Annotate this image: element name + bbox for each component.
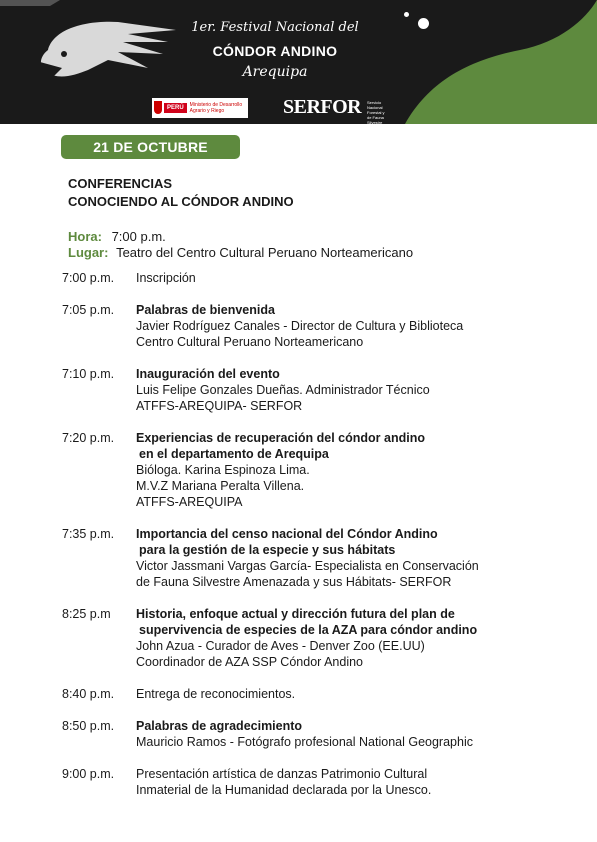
decor-dot	[418, 18, 429, 29]
schedule-detail: John Azua - Curador de Aves - Denver Zoo (EE.UU)	[136, 639, 425, 653]
shield-icon	[154, 101, 162, 114]
decor-dot	[404, 12, 409, 17]
schedule-time: 9:00 p.m.	[62, 767, 115, 781]
schedule-detail: Victor Jassmani Vargas García- Especialista en Conservación	[136, 559, 479, 573]
section-heading: CONFERENCIAS	[68, 176, 173, 191]
schedule-body	[136, 718, 556, 750]
schedule-detail: ATFFS-AREQUIPA	[136, 495, 243, 509]
schedule-detail: Inmaterial de la Humanidad declarada por la Unesco.	[136, 783, 432, 797]
serfor-subtitle: Servicio Nacional Forestal y de Fauna Silvestre	[367, 100, 385, 124]
schedule-title: en el departamento de Arequipa	[139, 447, 329, 461]
festival-title: CÓNDOR ANDINO	[212, 43, 338, 59]
schedule-detail: Coordinador de AZA SSP Cóndor Andino	[136, 655, 364, 669]
schedule-detail: Luis Felipe Gonzales Dueñas. Administrador Técnico	[136, 383, 430, 397]
venue-info	[68, 245, 413, 260]
section-subheading: CONOCIENDO AL CÓNDOR ANDINO	[68, 194, 294, 209]
schedule-detail: Entrega de reconocimientos.	[136, 687, 296, 701]
festival-subtitle: 1er. Festival Nacional del	[191, 20, 359, 35]
schedule-body	[136, 302, 556, 350]
schedule-title: Palabras de agradecimiento	[136, 719, 303, 733]
schedule-time: 8:40 p.m.	[62, 687, 115, 701]
schedule-title: Historia, enfoque actual y dirección futura del plan de	[136, 607, 455, 621]
schedule-detail: ATFFS-AREQUIPA- SERFOR	[136, 399, 303, 413]
schedule-body	[136, 526, 556, 590]
schedule-title: Importancia del censo nacional del Cóndor Andino	[136, 527, 438, 541]
schedule-detail: Javier Rodríguez Canales - Director de Cultura y Biblioteca	[136, 319, 464, 333]
hora-label: Hora:	[68, 229, 102, 244]
festival-city: Arequipa	[242, 64, 308, 80]
ministry-name: Ministerio de Desarrollo Agrario y Riego	[189, 102, 243, 114]
serfor-logo: SERFOR	[283, 96, 362, 118]
schedule-title: Experiencias de recuperación del cóndor andino	[136, 431, 425, 445]
schedule-body	[136, 686, 556, 702]
schedule-detail: Inscripción	[136, 271, 196, 285]
schedule-body	[136, 430, 556, 510]
schedule-body	[136, 606, 556, 670]
schedule-time: 7:20 p.m.	[62, 431, 115, 445]
schedule-body	[136, 270, 556, 286]
lugar-value: Teatro del Centro Cultural Peruano Norteamericano	[116, 245, 414, 260]
schedule-detail: de Fauna Silvestre Amenazada y sus Hábitats- SERFOR	[136, 575, 452, 589]
ministry-logo	[152, 98, 248, 118]
header-banner	[0, 0, 597, 124]
date-badge: 21 DE OCTUBRE	[61, 135, 240, 159]
schedule-detail: Mauricio Ramos - Fotógrafo profesional National Geographic	[136, 735, 473, 749]
schedule-body	[136, 366, 556, 414]
schedule-title: supervivencia de especies de la AZA para cóndor andino	[139, 623, 478, 637]
hora-value: 7:00 p.m.	[111, 229, 166, 244]
schedule-detail: Bióloga. Karina Espinoza Lima.	[136, 463, 310, 477]
schedule-detail: Presentación artística de danzas Patrimonio Cultural	[136, 767, 428, 781]
peru-badge: PERÚ	[164, 103, 187, 113]
schedule-time: 7:35 p.m.	[62, 527, 115, 541]
schedule-title: para la gestión de la especie y sus hábitats	[139, 543, 396, 557]
lugar-label: Lugar:	[68, 245, 109, 260]
schedule-time: 8:50 p.m.	[62, 719, 115, 733]
condor-head-icon	[28, 10, 178, 88]
schedule-title: Palabras de bienvenida	[136, 303, 275, 317]
schedule-title: Inauguración del evento	[136, 367, 280, 381]
schedule-detail: M.V.Z Mariana Peralta Villena.	[136, 479, 305, 493]
schedule-time: 7:05 p.m.	[62, 303, 115, 317]
schedule-time: 8:25 p.m	[62, 607, 111, 621]
schedule-time: 7:00 p.m.	[62, 271, 115, 285]
schedule-time: 7:10 p.m.	[62, 367, 115, 381]
time-info	[68, 229, 166, 244]
schedule-detail: Centro Cultural Peruano Norteamericano	[136, 335, 364, 349]
schedule-body	[136, 766, 556, 798]
